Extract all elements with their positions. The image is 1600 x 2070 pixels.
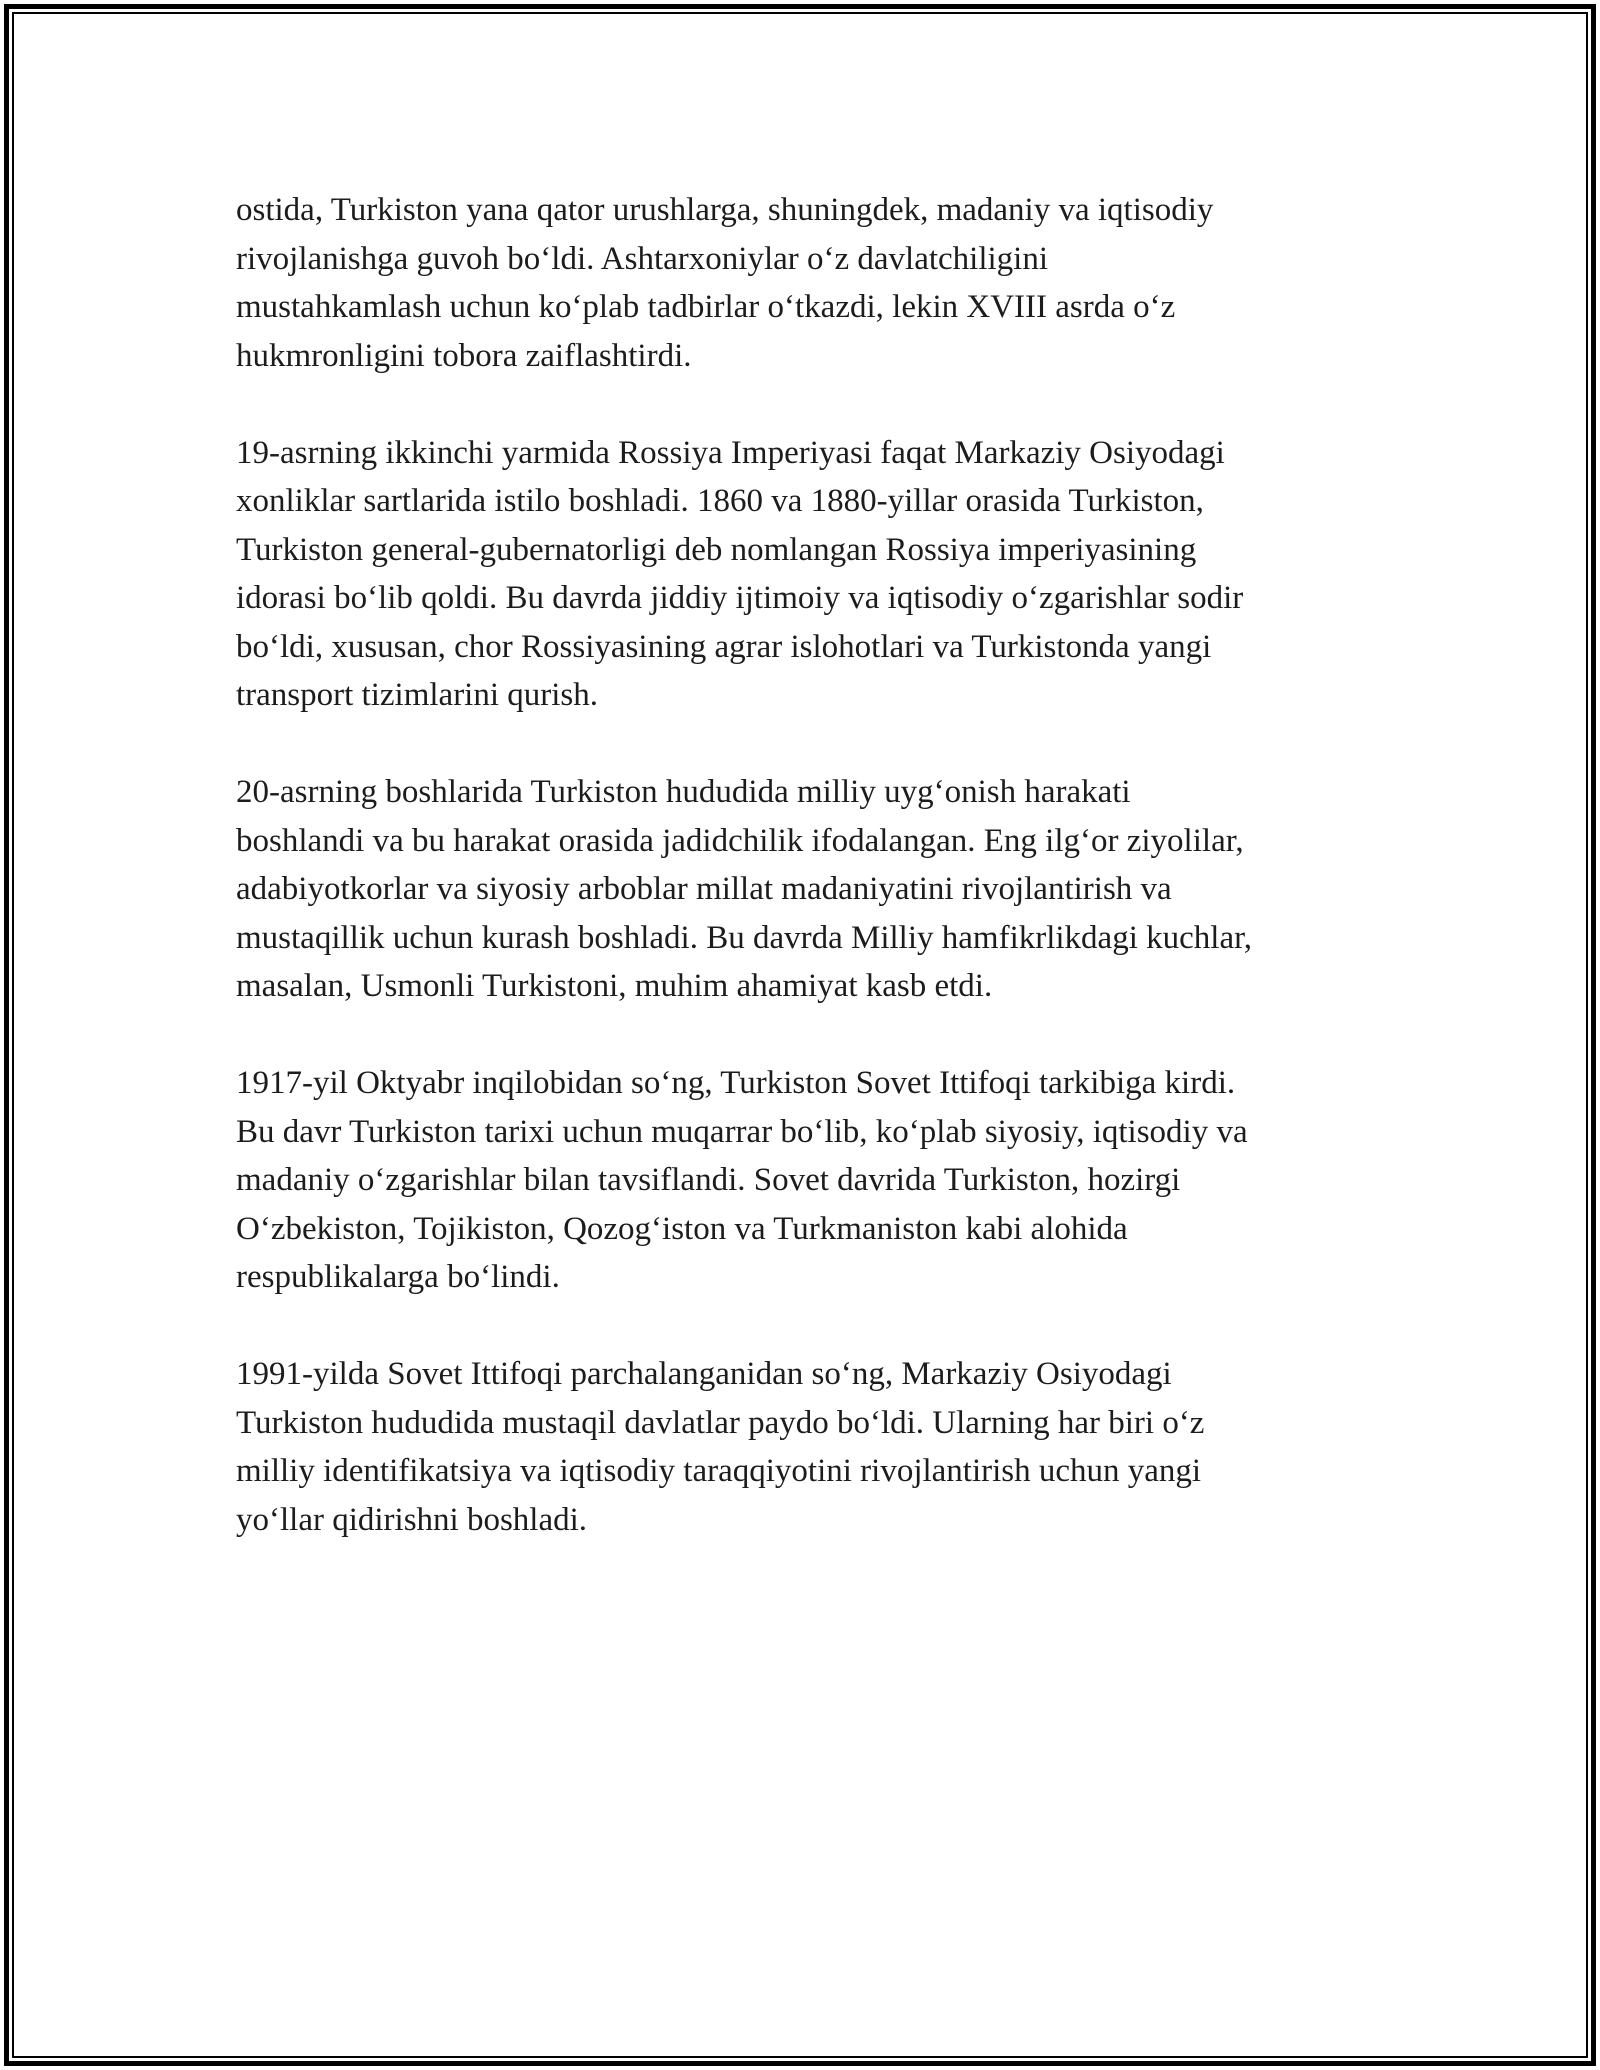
text-line: idorasi bo‘lib qoldi. Bu davrda jiddiy ijtimoiy va iqtisodiy o‘zgarishlar sodir: [236, 580, 1244, 616]
text-line: bo‘ldi, xususan, chor Rossiyasining agrar islohotlari va Turkistonda yangi: [236, 628, 1212, 665]
text-line: 1917-yil Oktyabr inqilobidan so‘ng, Turkiston Sovet Ittifoqi tarkibiga kirdi.: [236, 1065, 1236, 1101]
document-body: [236, 186, 1376, 1593]
text-line: Turkiston hududida mustaqil davlatlar paydo bo‘ldi. Ularning har biri o‘z: [236, 1404, 1205, 1441]
text-line: O‘zbekiston, Tojikiston, Qozog‘iston va Turkmaniston kabi alohida: [236, 1210, 1128, 1247]
text-line: Bu davr Turkiston tarixi uchun muqarrar bo‘lib, ko‘plab siyosiy, iqtisodiy va: [236, 1113, 1248, 1150]
text-line: transport tizimlarini qurish.: [236, 677, 599, 713]
text-line: xonliklar sartlarida istilo boshladi. 1860 va 1880-yillar orasida Turkiston,: [236, 483, 1204, 519]
text-line: 20-asrning boshlarida Turkiston hududida milliy uyg‘onish harakati: [236, 774, 1131, 810]
paragraph: [236, 429, 1376, 720]
text-line: respublikalarga bo‘lindi.: [236, 1259, 560, 1295]
text-line: madaniy o‘zgarishlar bilan tavsiflandi. Sovet davrida Turkiston, hozirgi: [236, 1162, 1181, 1198]
text-line: mustaqillik uchun kurash boshladi. Bu davrda Milliy hamfikrlikdagi kuchlar,: [236, 919, 1253, 956]
text-line: Turkiston general-gubernatorligi deb nomlangan Rossiya imperiyasining: [236, 531, 1197, 568]
text-line: hukmronligini tobora zaiflashtirdi.: [236, 337, 692, 374]
paragraph: [236, 186, 1376, 380]
text-line: 1991-yilda Sovet Ittifoqi parchalanganidan so‘ng, Markaziy Osiyodagi: [236, 1356, 1172, 1392]
text-line: milliy identifikatsiya va iqtisodiy taraqqiyotini rivojlantirish uchun yangi: [236, 1453, 1202, 1489]
text-line: masalan, Usmonli Turkistoni, muhim ahamiyat kasb etdi.: [236, 968, 993, 1004]
text-line: adabiyotkorlar va siyosiy arboblar millat madaniyatini rivojlantirish va: [236, 871, 1172, 907]
text-line: boshlandi va bu harakat orasida jadidchilik ifodalangan. Eng ilg‘or ziyolilar,: [236, 822, 1244, 859]
text-line: ostida, Turkiston yana qator urushlarga, shuningdek, madaniy va iqtisodiy: [236, 192, 1214, 228]
paragraph: [236, 1059, 1376, 1302]
text-line: 19-asrning ikkinchi yarmida Rossiya Imperiyasi faqat Markaziy Osiyodagi: [236, 434, 1225, 471]
paragraph: [236, 1350, 1376, 1544]
text-line: mustahkamlash uchun ko‘plab tadbirlar o‘tkazdi, lekin XVIII asrda o‘z: [236, 289, 1176, 325]
text-line: rivojlanishga guvoh bo‘ldi. Ashtarxoniylar o‘z davlatchiligini: [236, 240, 1049, 277]
text-line: yo‘llar qidirishni boshladi.: [236, 1501, 588, 1538]
paragraph: [236, 768, 1376, 1011]
